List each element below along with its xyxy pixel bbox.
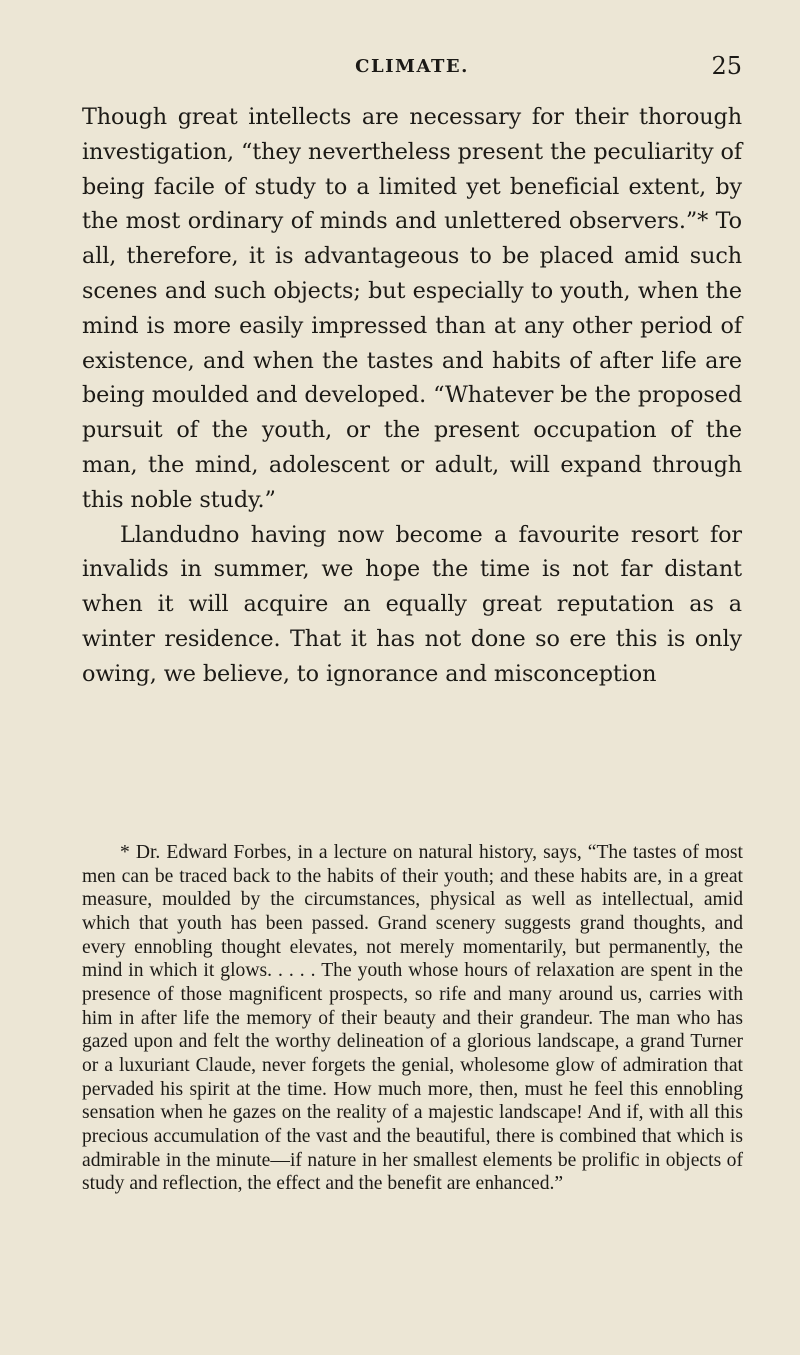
paragraph-continued: Though great intellects are necessary for their thorough investigation, “they nevertheless present the peculiarity of being facile of study to a limited yet beneficial extent, by the most ordinary of minds and unlettered observers.”* To all, therefore, it is advantageous to be placed amid such scenes and such objects; but especially to youth, when the mind is more easily impressed than at any other period of existence, and when the tastes and habits of after life are being moulded and developed. “Whatever be the proposed pursuit of the youth, or the present occupation of the man, the mind, adolescent or adult, will expand through this noble study.” <box>82 104 742 513</box>
footnote: * Dr. Edward Forbes, in a lecture on natural history, says, “The tastes of most men can be traced back to the habits of their youth; and these habits are, in a great measure, moulded by the circumstances, physical as well as intellectual, amid which that youth has been passed. Grand scenery suggests grand thoughts, and every ennobling thought elevates, not merely momentarily, but permanently, the mind in which it glows. . . . . The youth whose hours of relaxation are spent in the presence of those magnificent prospects, so rife and many around us, carries with him in after life the memory of their beauty and their grandeur. The man who has gazed upon and felt the worthy delineation of a glorious landscape, a grand Turner or a luxuriant Claude, never forgets the genial, wholesome glow of admiration that pervaded his spirit at the time. How much more, then, must he feel this ennobling sensation when he gazes on the reality of a majestic landscape! And if, with all this precious accumulation of the vast and the beautiful, there is combined that which is admirable in the minute—if nature in her smallest elements be prolific in objects of study and reflection, the effect and the benefit are enhanced.” <box>82 842 743 1195</box>
running-title: CLIMATE. <box>355 56 469 77</box>
page-number: 25 <box>711 52 742 80</box>
body-text <box>82 100 742 692</box>
running-head <box>82 44 742 84</box>
paragraph-llandudno: Llandudno having now become a favourite resort for invalids in summer, we hope the time is not far distant when it will acquire an equally great reputation as a winter residence. That it has not done so ere this is only owing, we believe, to ignorance and misconception <box>82 521 742 687</box>
